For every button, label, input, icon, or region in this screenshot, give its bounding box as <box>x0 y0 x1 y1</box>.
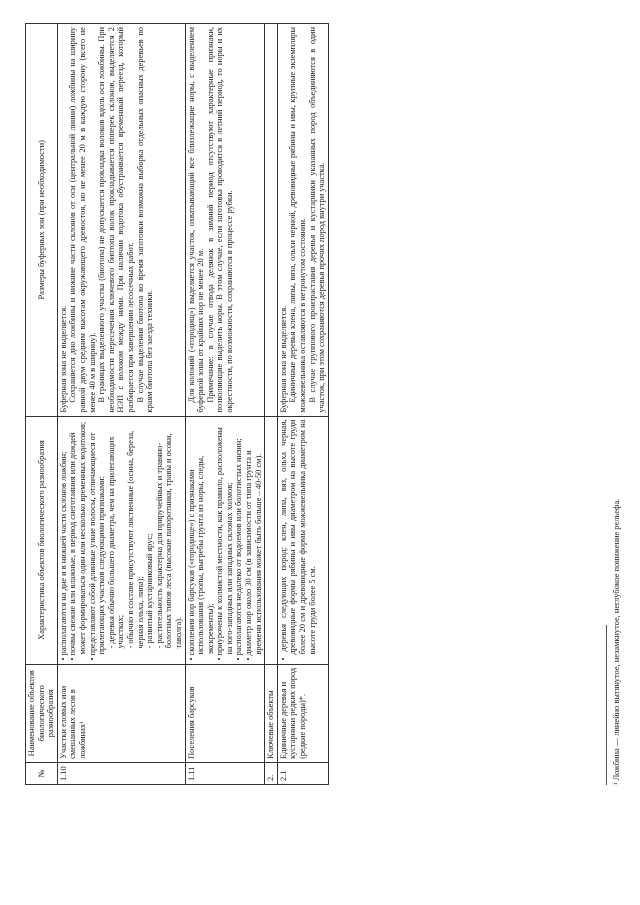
row-number: 1.10 <box>57 762 185 784</box>
section-row-2 <box>265 24 278 785</box>
char-line: • почвы свежие или влажные, в период снеготаяния или дождей может формироваться один или несколько временных водотоков; <box>68 421 87 661</box>
char-subline: - растительность характерна для приручейных и травяно-болотных типов леса (высокие папоротники, травы и осоки, таволга). <box>154 433 183 649</box>
characteristics-cell <box>185 416 265 664</box>
char-subline: - обычно в составе присутствуют лиственные (осина, береза, черная ольха, липа); <box>125 430 145 649</box>
object-name: Поселения барсуков <box>185 664 265 762</box>
biodiversity-table <box>25 23 329 785</box>
char-line: • деревья следующих пород: клен, липа, вяз, ольха черная, древовидные формы рябины и ивы диаметром на высоте груди более 20 см и древовидные формы можжевельника диаметром на высоте груди более 5 см. <box>278 419 317 661</box>
footnote-divider <box>606 625 607 785</box>
footnote: ¹ Ложбина — линейно вытянутое, незамкнутое, неглубокое понижение рельефа. <box>612 498 621 785</box>
empty-cell <box>265 416 278 664</box>
characteristics-cell <box>277 416 328 664</box>
buffer-line: В случае выделения биотопа во время заготовки возможна выборка отдельных опасных деревьев по краям биотопа без заезда техники. <box>135 27 155 413</box>
row-number: 2.1 <box>277 762 328 784</box>
header-buffer: Размеры буферных зон (при необходимости) <box>26 24 58 417</box>
object-name: Единичные деревья и кустарники редких пород (редкие породы)*. <box>277 664 328 762</box>
section-title: Ключевые объекты <box>265 664 278 762</box>
char-line: • располагаются на дне и в нижней части склонов ложбин; <box>58 451 68 661</box>
buffer-cell <box>185 24 265 417</box>
char-line: • располагаются недалеко от водоемов или болотистых низин; <box>234 438 244 661</box>
buffer-line: В случае группового произрастания деревья и кустарники указанных пород объединяются в один участок, при этом сохраняются деревья прочих пород внутри участка. <box>307 27 327 413</box>
table-row-1-10 <box>57 24 185 785</box>
buffer-line: Для колоний («городищ») выделяется участок, охватывающий все близлежащие норы, с выделением буферной зоны от крайних нор не менее 20 м. <box>186 27 206 413</box>
char-line: • приурочены к холмистой местности, как правило, расположены на юго-западных или западных склонах холмов; <box>215 427 234 661</box>
characteristics-cell <box>57 416 185 664</box>
char-line: • диаметр нор около 30 см (в зависимости от типа грунта и времени использования может быть больше – 40-50 см). <box>244 450 263 661</box>
section-number: 2. <box>265 762 278 784</box>
char-line: • представляют собой длинные узкие полосы, отличающиеся от прилегающих участков следующими признаками: <box>87 432 107 661</box>
empty-cell <box>265 24 278 417</box>
header-characteristics: Характеристика объектов биологического разнообразия <box>26 416 58 664</box>
char-subline: - деревья обычно большего диаметра, чем на прилегающих участках; <box>106 436 126 649</box>
char-subline: - развитый кустарниковый ярус; <box>145 533 155 649</box>
buffer-line: Единичные деревья клена, липы, вяза, ольхи черной, древовидные рябины и ивы, крупные экземпляры можжевельника оставляются в нетронутом состоянии. <box>288 27 308 413</box>
header-no: № <box>26 762 58 784</box>
buffer-cell <box>277 24 328 417</box>
table-row-1-11 <box>185 24 265 785</box>
buffer-line: Буферная зона не выделяется. <box>58 305 68 413</box>
buffer-line: Буферная зона не выделяется. <box>278 305 288 413</box>
table-row-2-1 <box>277 24 328 785</box>
buffer-cell <box>57 24 185 417</box>
header-name: Наименование объектов биологического разнообразия <box>26 664 58 762</box>
table-header-row <box>26 24 58 785</box>
buffer-line: Сохраняется дно ложбины и нижние части склонов от оси (центральной линии) ложбины на ширину равной двум средним высотам окружающего древостоя, но не менее 20 м в каждую сторону (всего не менее 40 м в ширину). <box>68 27 97 413</box>
row-number: 1.11 <box>185 762 265 784</box>
buffer-line: В границах выделенного участка (биотопа) не допускается прокладка волоков вдоль оси ложбины. При необходимости пересечения ключевого биотопа волок прокладывается поперек склонов, выделяется 2 НЭП с волоком между ними. При наличии водотока обустраивается временный переезд, который разбирается при завершении лесосечных работ. <box>97 27 135 413</box>
object-name: Участки еловых или смешанных лесов в ложбинах¹ <box>57 664 185 762</box>
char-line: • скопления нор барсуков («городище») с признаками использования (тропы, выгребы грунта из норы, следы, экскременты); <box>186 455 215 661</box>
buffer-line: Примечание: в случае отвода делянок в зимний период отсутствуют характерные признаки, позволяющие выделить норы. В этом случае, если заготовка проводится в летний период, то норы и их окрестности, по возможности, сохраняются в процессе рубки. <box>205 27 234 413</box>
